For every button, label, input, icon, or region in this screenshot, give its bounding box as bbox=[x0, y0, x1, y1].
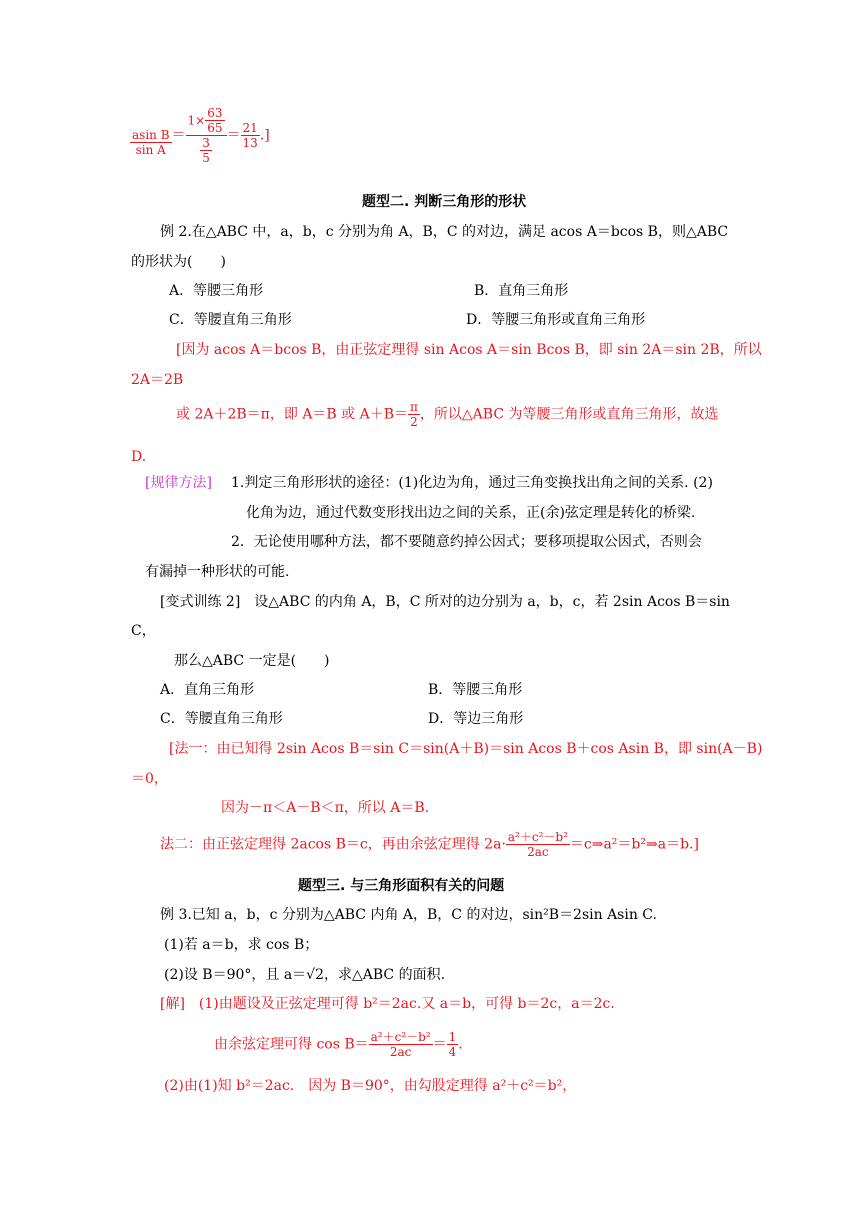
complex-denominator bbox=[186, 136, 227, 165]
example2-answer-line2: 2A＝2B bbox=[131, 372, 184, 388]
variant2-line2: C， bbox=[131, 623, 156, 639]
method2-post: ＝c⇒a²＝b²⇒a＝b.] bbox=[569, 836, 699, 853]
example2-option-c: C．等腰直角三角形 bbox=[169, 312, 292, 328]
result-numerator: 21 bbox=[242, 121, 258, 135]
solution2-tail: . bbox=[458, 1036, 463, 1053]
answer3-pre: 或 2A＋2B＝π，即 A＝B 或 A＋B＝ bbox=[176, 406, 409, 423]
example3-line2: (1)若 a＝b，求 cos B； bbox=[164, 937, 319, 953]
lhs-numerator: asin B bbox=[132, 128, 170, 142]
solution-line1: [解] (1)由题设及正弦定理可得 b²＝2ac.又 a＝b，可得 b＝2c，a＝2c. bbox=[160, 996, 615, 1012]
complex-fraction bbox=[186, 106, 227, 165]
result-denominator: 13 bbox=[242, 136, 258, 150]
rule-method-label: [规律方法] bbox=[145, 475, 212, 491]
answer3-post: ，所以△ABC 为等腰三角形或直角三角形，故选 bbox=[419, 406, 719, 423]
variant2-option-d: D．等边三角形 bbox=[428, 711, 524, 727]
example2-option-d: D．等腰三角形或直角三角形 bbox=[466, 312, 646, 328]
quarter-denominator: 4 bbox=[448, 1045, 457, 1059]
variant2-option-b: B．等腰三角形 bbox=[428, 682, 523, 698]
pi-numerator: π bbox=[410, 400, 418, 414]
variant2-option-c: C．等腰直角三角形 bbox=[160, 711, 283, 727]
complex-numerator bbox=[186, 106, 227, 136]
example3-line3: (2)设 B＝90°，且 a＝√2，求△ABC 的面积. bbox=[164, 967, 446, 983]
example2-line1: 例 2.在△ABC 中，a，b，c 分别为角 A，B，C 的对边，满足 acos A＝bcos B，则△ABC bbox=[160, 224, 729, 240]
cosb-numerator: a²＋c²－b² bbox=[370, 1030, 431, 1044]
cosb-denominator: 2ac bbox=[389, 1045, 412, 1059]
variant2-option-a: A．直角三角形 bbox=[160, 682, 255, 698]
fraction-tail: .] bbox=[259, 127, 270, 144]
variant2-line1: [变式训练 2] 设△ABC 的内角 A，B，C 所对的边分别为 a，b，c，若 2sin Acos B＝sin bbox=[160, 594, 730, 610]
section3-title: 题型三. 与三角形面积有关的问题 bbox=[298, 878, 505, 894]
inner-denominator: 65 bbox=[207, 121, 223, 135]
eq-sign-2: ＝ bbox=[226, 127, 241, 144]
solution2-pre: 由余弦定理可得 cos B＝ bbox=[214, 1036, 369, 1053]
quarter-numerator: 1 bbox=[448, 1030, 457, 1044]
one-quarter-fraction bbox=[447, 1030, 459, 1059]
inner-fraction bbox=[205, 106, 224, 135]
rule-line2: 化角为边，通过代数变形找出边之间的关系，正(余)弦定理是转化的桥梁. bbox=[246, 505, 696, 521]
example2-line2: 的形状为( ) bbox=[131, 254, 226, 270]
cosine-law-numerator: a²＋c²－b² bbox=[507, 830, 568, 844]
example2-answer-line4: D. bbox=[131, 449, 147, 465]
example2-answer-line3 bbox=[176, 400, 719, 429]
method1-line1: [法一：由已知得 2sin Acos B＝sin C＝sin(A＋B)＝sin Acos B＋cos Asin B，即 sin(A－B) bbox=[169, 741, 763, 757]
pi-denominator: 2 bbox=[410, 415, 418, 429]
rule-line4: 有漏掉一种形状的可能. bbox=[145, 564, 290, 580]
cosine-law-denominator: 2ac bbox=[527, 845, 549, 859]
rule-line3: 2．无论使用哪种方法，都不要随意约掉公因式；要移项提取公因式，否则会 bbox=[231, 534, 702, 550]
rule-line1: 1.判定三角形形状的途径：(1)化边为角，通过三角变换找出角之间的关系. (2) bbox=[231, 475, 713, 491]
pi-over-2-fraction bbox=[408, 400, 420, 429]
solution2-eq: ＝ bbox=[432, 1036, 447, 1053]
example3-line1: 例 3.已知 a，b，c 分别为△ABC 内角 A，B，C 的对边，sin²B＝2sin Asin C. bbox=[160, 907, 657, 923]
inner-numerator: 63 bbox=[207, 106, 223, 120]
lhs-fraction bbox=[130, 128, 172, 157]
cosb-fraction bbox=[369, 1030, 433, 1059]
cosine-law-fraction bbox=[506, 830, 570, 859]
example2-option-a: A．等腰三角形 bbox=[169, 283, 264, 299]
lhs-denominator: sin A bbox=[135, 143, 166, 157]
method1-line2: ＝0， bbox=[131, 771, 168, 787]
method2-line bbox=[160, 830, 699, 859]
example2-option-b: B．直角三角形 bbox=[474, 283, 569, 299]
section2-title: 题型二. 判断三角形的形状 bbox=[362, 194, 527, 210]
num-prefix: 1× bbox=[187, 113, 206, 128]
variant2-line3: 那么△ABC 一定是( ) bbox=[174, 653, 330, 669]
example2-answer-line1: [因为 acos A＝bcos B，由正弦定理得 sin Acos A＝sin Bcos B，即 sin 2A＝sin 2B，所以 bbox=[176, 342, 762, 358]
method1-line3: 因为－π＜A－B＜π，所以 A＝B. bbox=[221, 800, 430, 816]
method2-pre: 法二：由正弦定理得 2acos B＝c，再由余弦定理得 2a· bbox=[160, 836, 506, 853]
result-fraction bbox=[241, 121, 260, 150]
solution-line3: (2)由(1)知 b²＝2ac. 因为 B＝90°，由勾股定理得 a²＋c²＝b²， bbox=[164, 1078, 577, 1094]
denominator-fraction bbox=[200, 136, 212, 165]
denom-denominator: 5 bbox=[202, 151, 210, 165]
denom-numerator: 3 bbox=[202, 136, 210, 150]
top-fraction-expression bbox=[130, 106, 270, 165]
eq-sign-1: ＝ bbox=[171, 127, 186, 144]
solution-line2 bbox=[214, 1030, 463, 1059]
